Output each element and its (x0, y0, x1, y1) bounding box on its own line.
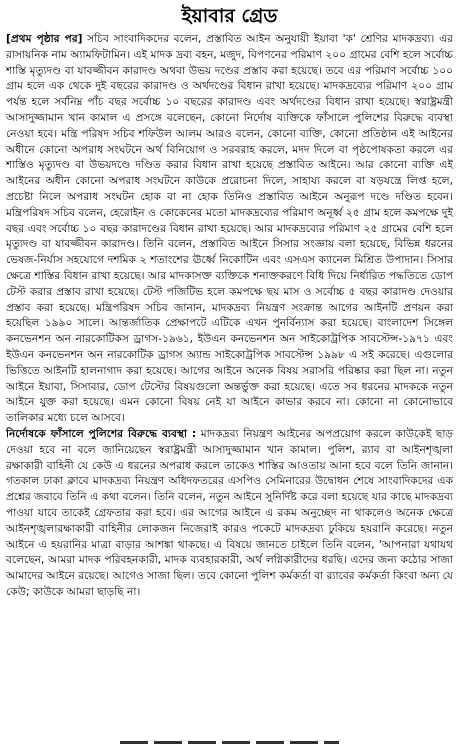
article-paragraph-1 (6, 32, 453, 427)
cut-off-next-headline (120, 741, 339, 744)
paragraph-text: সচিব সাংবাদিকদের বলেন, প্রস্তাবিত আইন অনুযায়ী ইয়াবা 'ক' শ্রেণির মাদকদ্রব্য। এর রাসায়নিক নাম অ্যামফিটামিন। এই মাদক দ্রব্য বহন, মজুদ, বিপণনের পরিমাণ ২০০ গ্রামের বেশি হলে সর্বোচ্চ শাস্তি মৃত্যুদণ্ড বা যাবজ্জীবন কারাদণ্ড অথবা উভয় দণ্ডের প্রস্তাব করা হয়েছে। তবে এর পরিমাণ সর্বোচ্চ ১০০ গ্রাম হলে এক থেকে দুই বছরের কারাদণ্ড ও অর্থদণ্ডের বিধান রাখা হয়েছে। মাদকদ্রব্যের পরিমাণ ২০০ গ্রাম পর্যন্ত হলে সর্বনিম্ন পাঁচ বছর সর্বোচ্চ ১০ বছরের কারাদণ্ড এবং অর্থদণ্ডের বিধান রাখা হয়েছে। স্বরাষ্ট্রমন্ত্রী আসাদুজ্জামান খান কামাল এ প্রসঙ্গে বলেছেন, কোনো নির্দোষ ব্যক্তিকে ফাঁসালে পুলিশের বিরুদ্ধে ব্যবস্থা নেওয়া হবে। মন্ত্রি পরিষদ সচিব শফিউল আলম আরও বলেন, কোনো ব্যক্তি, কোনো প্রতিষ্ঠান এই আইনের অধীনে কোনো অপরাধ সংঘটনে অর্থ বিনিয়োগ ও সরবরাহ করলে, মদদ দিলে বা পৃষ্ঠপোষকতা করলে এর শাস্তিও মৃত্যুদণ্ড বা উভয়দণ্ডে দণ্ডিত করার বিধান রাখা হয়েছে প্রস্তাবিত আইনে। আর কোনো ব্যক্তি এই আইনের অধীন কোনো অপরাধ সংঘটনে কাউকে প্ররোচনা দিলে, সাহায্য করলে বা ষড়যন্ত্রে লিপ্ত হলে, প্রচেষ্টা নিলে অপরাধ সংঘটন হোক বা না হোক তিনিও প্রস্তাবিত আইনে অনুরূপ দণ্ডে দণ্ডিত হবেন। মন্ত্রিপরিষদ সচিব বলেন, হেরোইন ও কোকেনের মতো মাদকদ্রব্যের পরিমাণ অনূর্ধ্ব ২৫ গ্রাম হলে কমপক্ষে দুই বছর এবং সর্বোচ্চ ১০ বছর কারাদণ্ডের বিধান রাখা হয়েছে। আর মাদকদ্রব্যের পরিমাণ ২৫ গ্রামের বেশি হলে মৃত্যুদণ্ড বা যাবজ্জীবন কারাদণ্ড। তিনি বলেন, প্রস্তাবিত আইনে সিসার সংজ্ঞায় বলা হয়েছে, বিভিন্ন ধরনের ভেষজ-নির্যাস সহযোগে দশমিক ২ শতাংশের ঊর্ধ্বে নিকোটিন এবং এসএস ক্যানেল মিশ্রিত উপাদান। সিসার ক্ষেত্রে শাস্তির বিধান রাখা হয়েছে। আর মাদকাসক্ত ব্যক্তিকে শনাক্তকরণে বিধি দিয়ে নির্ধারিত পদ্ধতিতে ডোপ টেস্ট করার প্রস্তাব রাখা হয়েছে। টেস্ট পজিটিভ হলে কমপক্ষে ছয় মাস ও সর্বোচ্চ ৫ বছর কারাদণ্ড দেওয়ার প্রস্তাব করা হয়েছে। মন্ত্রিপরিষদ সচিব জানান, মাদকদ্রব্য নিয়ন্ত্রণ সংক্রান্ত আগের আইনটি প্রণয়ন করা হয়েছিল ১৯৯০ সালে। আন্তর্জাতিক প্রেক্ষাপটে এটিকে এখন পুনর্বিন্যাস করা হয়েছে। বাংলাদেশ সিঙ্গেল কনভেনশন অন নারকোটিকস ড্রাগস-১৯৬১, ইউএন কনভেনশন অন সাইকোট্রপিক সাবস্টেন্স-১৯৭১ এবং ইউএন কনভেনশন অন নারকোটিক ড্রাগস অ্যান্ড সাইকোট্রপিক সাবস্টেন্স ১৯৯৮ এ সই করেছে। এগুলোর ভিত্তিতে আইনটি হালনাগাদ করা হয়েছে। আগের আইনে অনেক বিষয় সরাসরি পরিষ্কার করা ছিল না। নতুন আইনে ইয়াবা, সিসাবার, ডোপ টেস্টের বিষয়গুলো অন্তর্ভুক্ত করা হয়েছে। এতে সব ধরনের মাদককে নতুন আইনে যুক্ত করা হয়েছে। এমন কোনো বিষয় নেই যা আইনে কাভার করবে না। কোনো না কোনোভাবে তালিকার মধ্যে চলে আসবে। (6, 33, 453, 425)
headline: ইয়াবার গ্রেড (181, 5, 278, 27)
subheading: নির্দোষকে ফাঁসালে পুলিশের বিরুদ্ধে ব্যবস্থা : (6, 427, 197, 440)
article-paragraph-2 (6, 427, 453, 601)
paragraph-lead: [প্রথম পৃষ্ঠার পর] (6, 33, 83, 45)
paragraph-text: মাদকদ্রব্য নিয়ন্ত্রণ আইনের অপপ্রয়োগ করলে কাউকেই ছাড় দেওয়া হবে না বলে জানিয়েছেন স্বরাষ্ট্রমন্ত্রী আসাদুজ্জামান খান কামাল। পুলিশ, র‌্যাব বা আইনশৃঙ্খলা রক্ষাকারী বাহিনী যে কেউ এ ধরনের অপরাধ করলে তাকেও শাস্তির আওতায় আনা হবে বলে তিনি জানান। গতকাল ঢাকা ক্লাবে মাদকদ্রব্য নিয়ন্ত্রণ অধিদফতরের এসপিও সেমিনারের উদ্বোধন শেষে সাংবাদিকদের এক প্রশ্নের জবাবে তিনি এ কথা বলেন। তিনি বলেন, নতুন আইনে সুনির্দিষ্ট করে বলা হয়েছে যার কাছে মাদকদ্রব্য পাওয়া যাবে তাকেই গ্রেফতার করা হবে। এর আগের আইনে এ রকম অনুচ্ছেদ না থাকলেও অনেক ক্ষেত্রে আইনশৃঙ্খলারক্ষাকারী বাহিনীর লোকজন নিজেরাই কারও পকেটে মাদকদ্রব্য ঢুকিয়ে হয়রানি করেছে। নতুন আইনে এ হয়রানির মাত্রা বাড়ার আশঙ্কা থাকছে। এ বিষয়ে জানতে চাইলে তিনি বলেন, 'আপনারা যথাযথ বলেছেন, আমরা মাদক পরিবহনকারী, মাদক ব্যবহারকারী, অর্থ লগ্নিকারীদের ধরছি। এদের জন্য কঠোর সাজা আমাদের আইনে রয়েছে। আগেও সাজা ছিল। তবে কোনো পুলিশ কর্মকর্তা বা র‌্যাবের কর্মকর্তা কিংবা অন্য যে কেউ; কাউকে আমরা ছাড়ছি না। (6, 427, 453, 598)
